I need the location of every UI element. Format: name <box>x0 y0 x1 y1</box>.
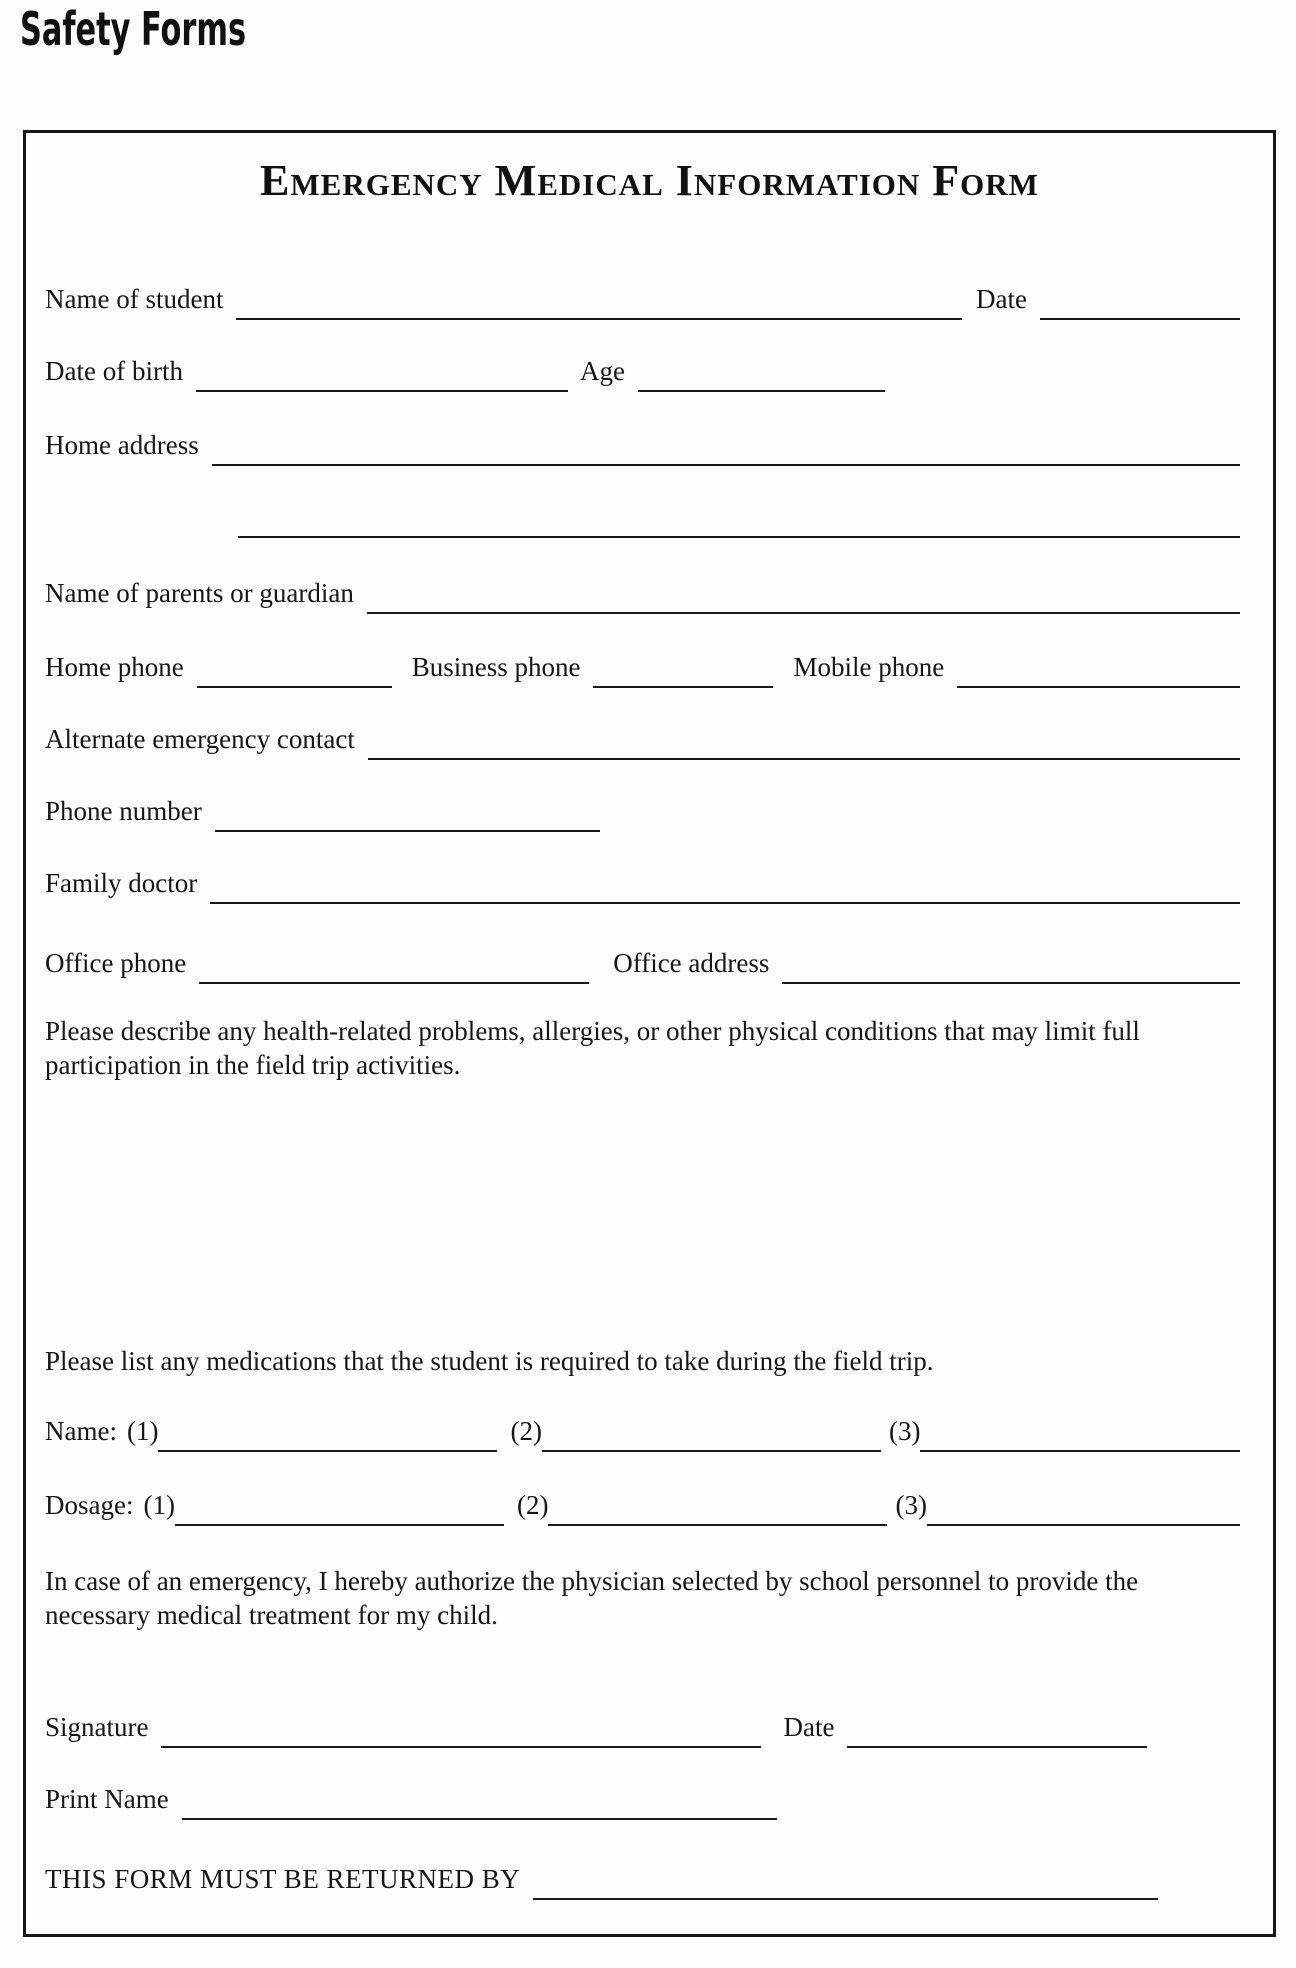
home-address-line-2 <box>238 506 1240 538</box>
medication-dosage-line-3 <box>927 1494 1240 1526</box>
row-signature <box>45 1706 1240 1748</box>
home-address-label: Home address <box>45 430 199 460</box>
student-name-label: Name of student <box>45 284 224 314</box>
phone-number-line <box>215 800 600 832</box>
row-print-name <box>45 1778 1240 1820</box>
item-2-label: (2) <box>510 1416 542 1446</box>
row-parents-guardian <box>45 572 1240 614</box>
item-3-label: (3) <box>895 1490 927 1520</box>
parents-guardian-label: Name of parents or guardian <box>45 578 354 608</box>
medication-dosage-line-2 <box>548 1494 887 1526</box>
row-home-address-2 <box>45 496 1240 538</box>
family-doctor-label: Family doctor <box>45 868 198 898</box>
item-1-label: (1) <box>126 1416 159 1446</box>
medication-name-label: Name: <box>45 1416 117 1446</box>
form-border-box <box>23 130 1276 1937</box>
row-return-by <box>45 1858 1240 1900</box>
row-phones <box>45 646 1240 688</box>
office-address-label: Office address <box>613 948 770 978</box>
age-label: Age <box>579 356 625 386</box>
medication-dosage-label: Dosage: <box>45 1490 134 1520</box>
signature-date-label: Date <box>783 1712 835 1742</box>
form-title: Emergency Medical Information Form <box>260 156 1039 205</box>
home-phone-line <box>197 656 392 688</box>
print-name-line <box>182 1788 777 1820</box>
authorization-text: In case of an emergency, I hereby authorize the physician selected by school personnel to provide the necessary medical treatment for my child. <box>45 1566 1139 1630</box>
row-phone-number <box>45 790 1240 832</box>
row-alternate-contact <box>45 718 1240 760</box>
signature-label: Signature <box>45 1712 149 1742</box>
business-phone-line <box>593 656 773 688</box>
parents-guardian-line <box>367 582 1240 614</box>
date-of-birth-line <box>196 360 568 392</box>
phone-number-label: Phone number <box>45 796 202 826</box>
student-name-line <box>236 288 962 320</box>
health-conditions-text: Please describe any health-related problems, allergies, or other physical conditions that may limit full participation in the field trip activities. <box>45 1016 1140 1080</box>
office-phone-line <box>199 952 589 984</box>
date-line <box>1040 288 1240 320</box>
row-student-name <box>45 278 1240 320</box>
item-1-label: (1) <box>143 1490 175 1520</box>
medication-name-line-3 <box>920 1420 1240 1452</box>
office-address-line <box>782 952 1240 984</box>
medication-name-line-2 <box>542 1420 881 1452</box>
mobile-phone-label: Mobile phone <box>793 652 945 682</box>
medication-dosage-line-1 <box>175 1494 504 1526</box>
date-of-birth-label: Date of birth <box>45 356 183 386</box>
alternate-contact-line <box>368 728 1240 760</box>
return-by-label: THIS FORM MUST BE RETURNED BY <box>45 1864 521 1894</box>
mobile-phone-line <box>957 656 1240 688</box>
home-address-line <box>212 434 1240 466</box>
item-3-label: (3) <box>888 1416 921 1446</box>
family-doctor-line <box>210 872 1240 904</box>
page-heading: Safety Forms <box>20 2 247 56</box>
row-medication-dosages <box>45 1484 1240 1526</box>
alternate-contact-label: Alternate emergency contact <box>45 724 355 754</box>
office-phone-label: Office phone <box>45 948 187 978</box>
signature-line <box>161 1716 761 1748</box>
signature-date-line <box>847 1716 1147 1748</box>
return-by-line <box>533 1868 1158 1900</box>
row-office <box>45 942 1240 984</box>
row-birth-age <box>45 350 1240 392</box>
item-2-label: (2) <box>516 1490 549 1520</box>
row-family-doctor <box>45 862 1240 904</box>
age-line <box>638 360 885 392</box>
date-label: Date <box>976 284 1027 314</box>
business-phone-label: Business phone <box>411 652 581 682</box>
row-medication-names <box>45 1410 1240 1452</box>
home-phone-label: Home phone <box>45 652 184 682</box>
medications-text: Please list any medications that the student is required to take during the field trip. <box>45 1346 934 1376</box>
medication-name-line-1 <box>158 1420 497 1452</box>
print-name-label: Print Name <box>45 1784 169 1814</box>
row-home-address <box>45 424 1240 466</box>
